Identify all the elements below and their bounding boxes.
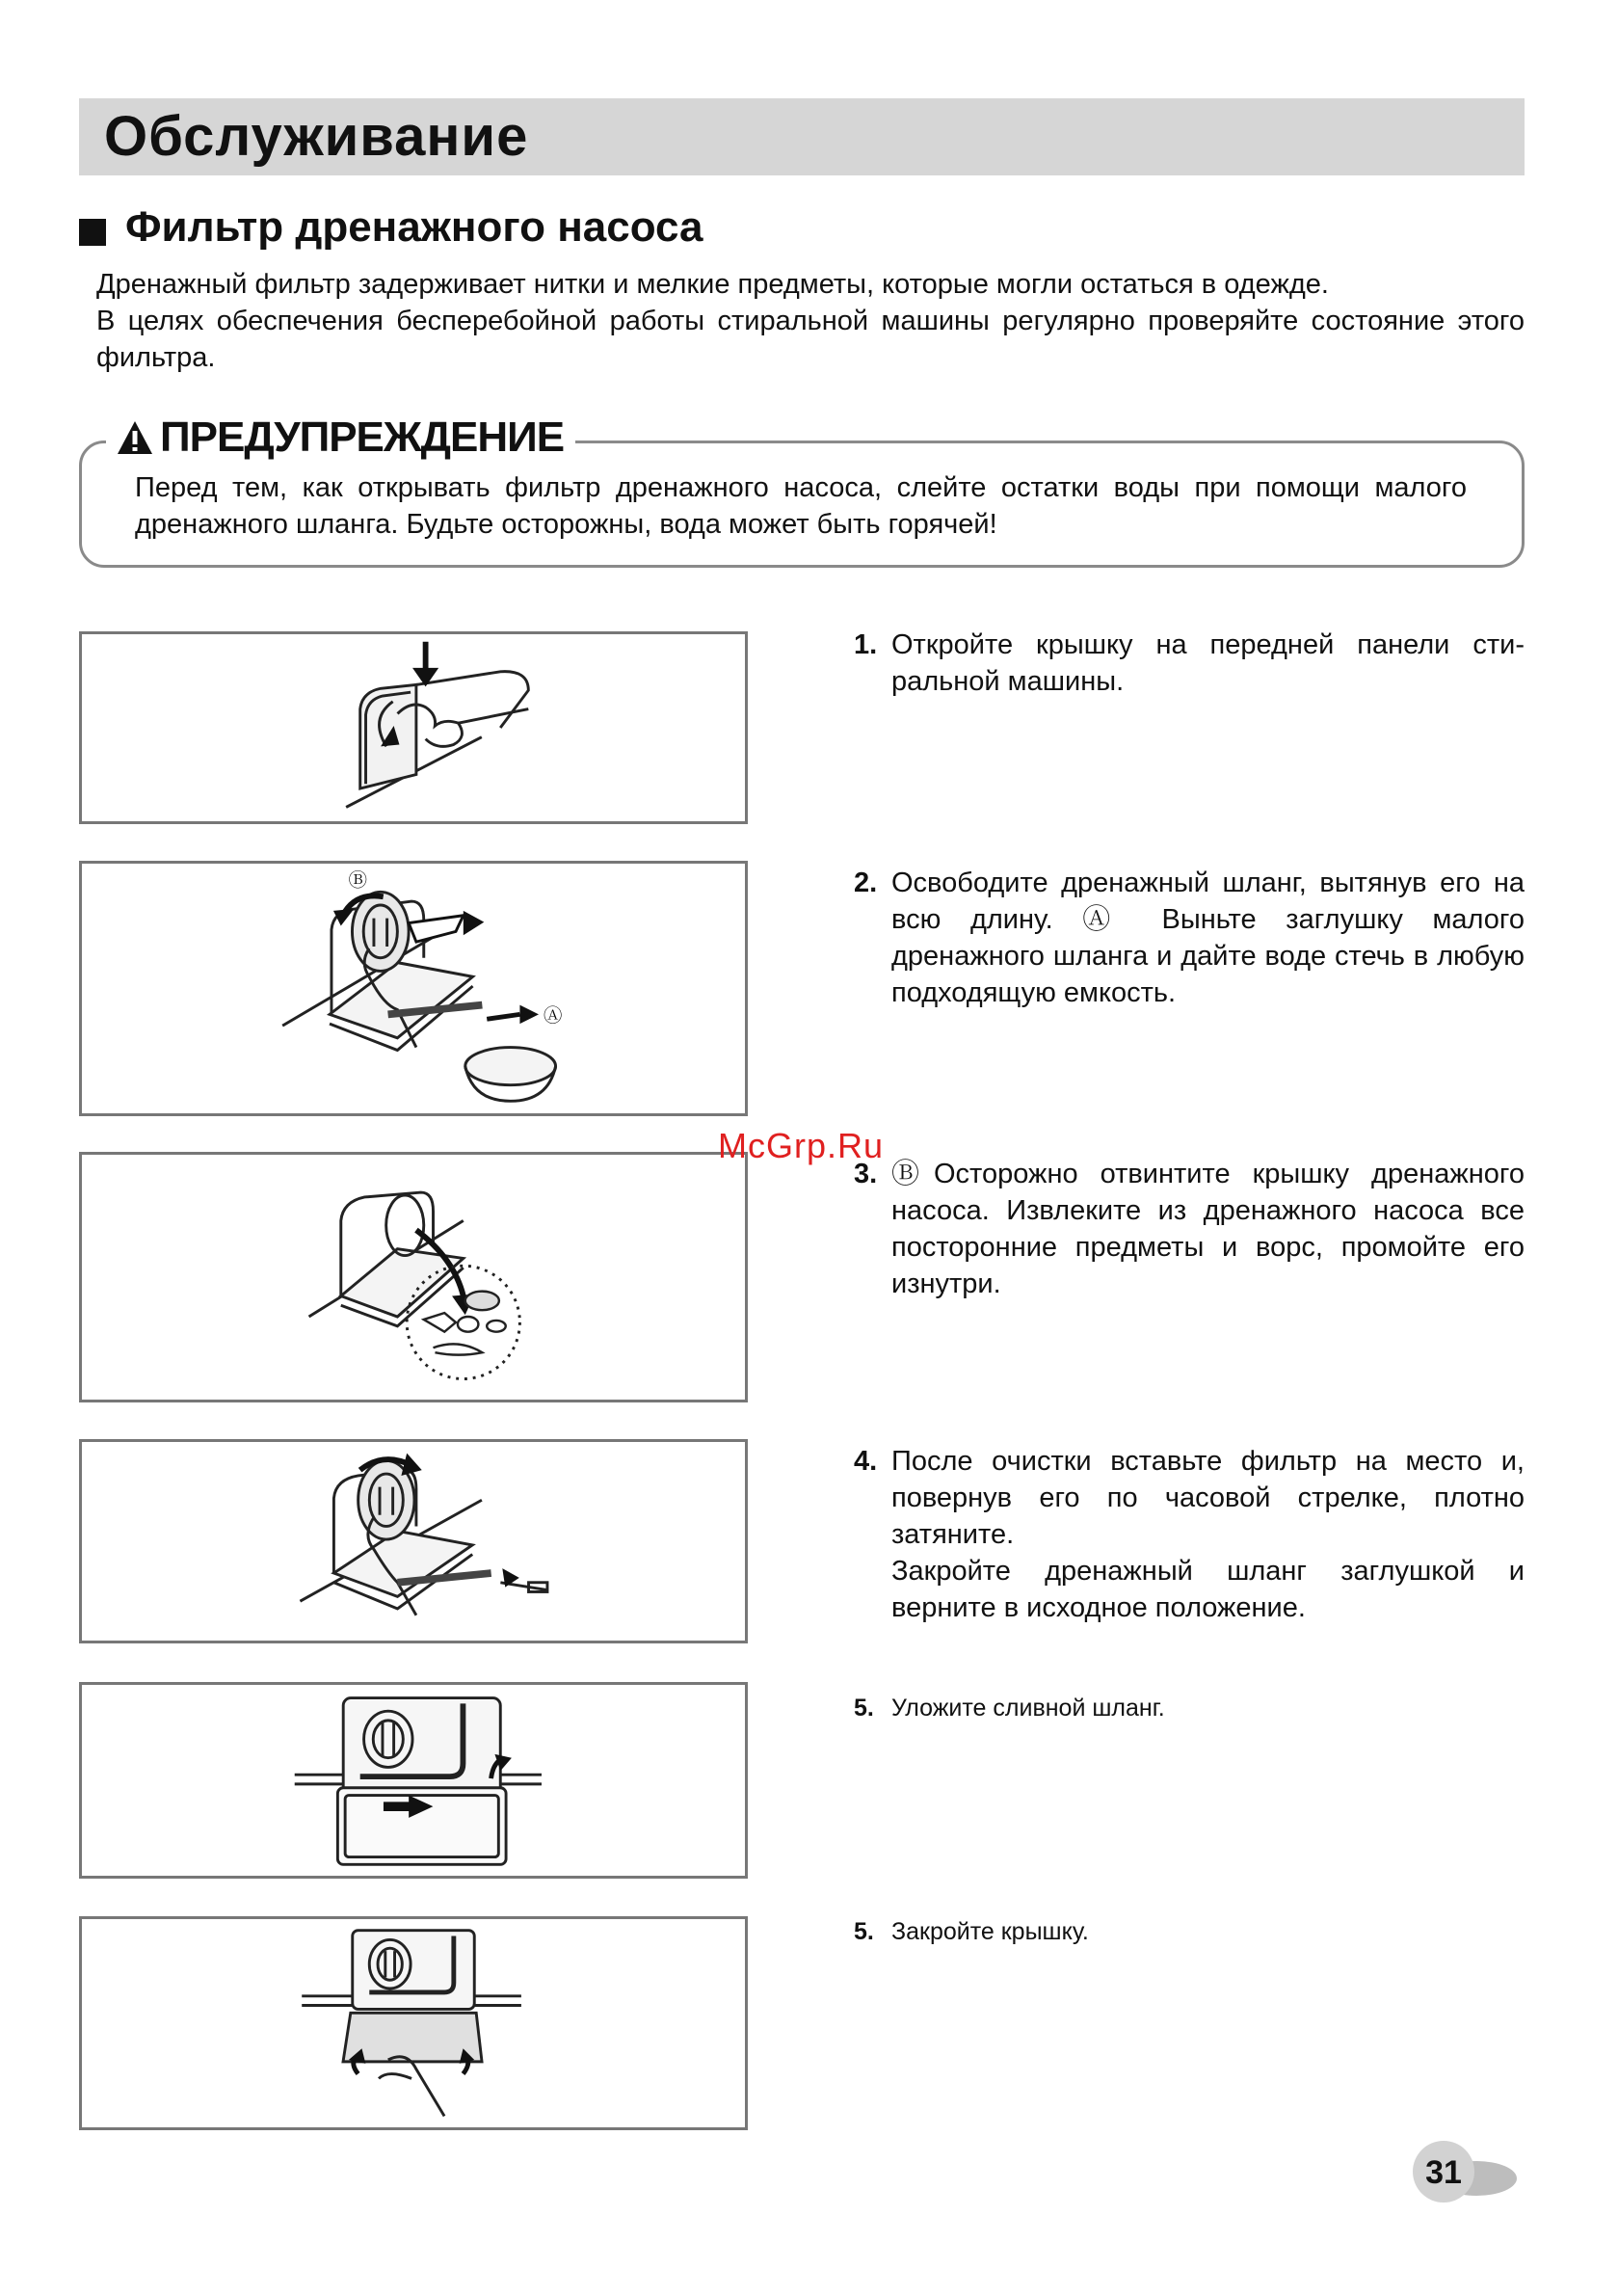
step-1-text: Откройте крышку на передней панели сти-ральной машины. (891, 629, 1525, 697)
watermark: McGrp.Ru (718, 1126, 885, 1165)
open-cover-illustration (82, 634, 745, 821)
step-3-number: 3. (854, 1159, 878, 1189)
step-4-number: 4. (854, 1446, 878, 1477)
step-1 (854, 627, 1525, 700)
page-number-badge (1405, 2140, 1517, 2203)
page-title: Обслуживание (104, 105, 529, 168)
page-number: 31 (1425, 2154, 1462, 2191)
drain-hose-illustration (82, 864, 745, 1113)
step-2 (854, 865, 1525, 1011)
step-2-text: Освободите дренажный шланг, вытянув его на всю длину. Ⓐ Выньте заглушку малого дренажного шланга и дайте воде стечь в любую подходящую емкость. (891, 868, 1525, 1008)
stow-hose-illustration (82, 1685, 745, 1876)
step-3 (854, 1156, 1525, 1302)
figure-reinstall-filter (79, 1439, 748, 1643)
step-4-text-1: После очистки вставьте фильтр на место и, повернув его по часовой стрелке, плотно затяните. (891, 1446, 1525, 1550)
step-5-text: Уложите сливной шланг. (891, 1695, 1165, 1722)
warning-text: Перед тем, как открывать фильтр дренажного насоса, слейте остатки воды при помощи малого дренажного шланга. Будьте осторожны, вода может быть горячей! (135, 472, 1467, 540)
step-4-text-2: Закройте дренажный шланг заглушкой и верните в исходное положение. (891, 1556, 1525, 1623)
step-2-number: 2. (854, 868, 878, 898)
figure-drain-hose (79, 861, 748, 1116)
intro-line-1: Дренажный фильтр задерживает нитки и мелкие предметы, которые могли остаться в одежде. (96, 269, 1329, 300)
section-title: Фильтр дренажного насоса (125, 203, 703, 251)
step-5-number: 5. (854, 1695, 874, 1722)
close-cover-illustration (82, 1919, 745, 2127)
page-number-shape (1405, 2140, 1517, 2203)
intro-paragraph (96, 266, 1525, 376)
figure-stow-hose (79, 1682, 748, 1879)
pump-cover-illustration (82, 1155, 745, 1400)
bullet-square-icon (79, 219, 106, 246)
step-6-text: Закройте крышку. (891, 1918, 1089, 1945)
step-4 (854, 1443, 1525, 1626)
step-4-text (891, 1443, 1525, 1626)
step-5 (854, 1690, 1525, 1726)
warning-label (106, 409, 575, 467)
figure-pump-cover (79, 1152, 748, 1402)
marker-b: Ⓑ (348, 868, 368, 892)
reinstall-filter-illustration (82, 1442, 745, 1641)
figure-close-cover (79, 1916, 748, 2130)
step-1-number: 1. (854, 629, 878, 660)
step-6-number: 5. (854, 1918, 874, 1945)
marker-a: Ⓐ (543, 1004, 563, 1028)
warning-title: ПРЕДУПРЕЖДЕНИЕ (160, 414, 565, 461)
warning-triangle-icon (116, 419, 154, 456)
step-3-text: ⒷОсторожно отвинтите крышку дренажного насоса. Извлеките из дренажного насоса все посторонние предметы и ворс, промойте его изнутри. (891, 1159, 1525, 1299)
figure-open-cover (79, 631, 748, 824)
step-6 (854, 1913, 1525, 1950)
intro-line-2: В целях обеспечения бесперебойной работы стиральной машины регулярно проверяйте состояние этого фильтра. (96, 306, 1525, 373)
